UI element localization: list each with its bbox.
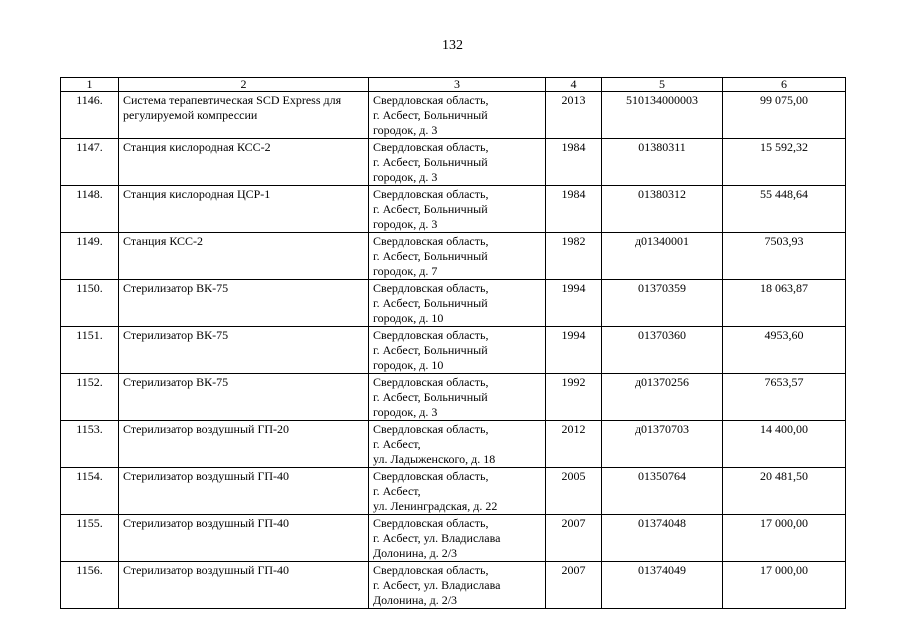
item-address bbox=[369, 374, 546, 421]
item-name: Система терапевтическая SCD Express для регулируемой компрессии bbox=[119, 92, 369, 139]
table-row bbox=[61, 468, 846, 515]
address-line: городок, д. 3 bbox=[373, 405, 438, 419]
item-cost: 7653,57 bbox=[723, 374, 846, 421]
table-row bbox=[61, 233, 846, 280]
item-name: Стерилизатор воздушный ГП-40 bbox=[119, 468, 369, 515]
inventory-number: 01374048 bbox=[602, 515, 723, 562]
table-row bbox=[61, 139, 846, 186]
row-number: 1148. bbox=[61, 186, 119, 233]
column-header: 5 bbox=[602, 78, 723, 92]
item-address bbox=[369, 186, 546, 233]
address-line: городок, д. 3 bbox=[373, 217, 438, 231]
item-name: Стерилизатор воздушный ГП-40 bbox=[119, 515, 369, 562]
table-row bbox=[61, 374, 846, 421]
item-year: 1984 bbox=[546, 186, 602, 233]
inventory-number: 01380312 bbox=[602, 186, 723, 233]
column-header: 1 bbox=[61, 78, 119, 92]
item-name: Стерилизатор ВК-75 bbox=[119, 327, 369, 374]
inventory-number: 01380311 bbox=[602, 139, 723, 186]
item-cost: 18 063,87 bbox=[723, 280, 846, 327]
address-line: Долонина, д. 2/3 bbox=[373, 546, 458, 560]
item-year: 1992 bbox=[546, 374, 602, 421]
item-name: Стерилизатор ВК-75 bbox=[119, 374, 369, 421]
item-name: Станция КСС-2 bbox=[119, 233, 369, 280]
inventory-number: д01370256 bbox=[602, 374, 723, 421]
item-year: 1984 bbox=[546, 139, 602, 186]
inventory-number: 01350764 bbox=[602, 468, 723, 515]
table-body bbox=[61, 92, 846, 609]
inventory-number: д01370703 bbox=[602, 421, 723, 468]
row-number: 1153. bbox=[61, 421, 119, 468]
item-address bbox=[369, 233, 546, 280]
inventory-number: 01370359 bbox=[602, 280, 723, 327]
item-year: 2013 bbox=[546, 92, 602, 139]
inventory-number: 01374049 bbox=[602, 562, 723, 609]
address-line: Свердловская область, bbox=[373, 187, 489, 201]
row-number: 1156. bbox=[61, 562, 119, 609]
address-line: Свердловская область, bbox=[373, 563, 489, 577]
address-line: г. Асбест, ул. Владислава bbox=[373, 531, 501, 545]
inventory-number: 510134000003 bbox=[602, 92, 723, 139]
address-line: Свердловская область, bbox=[373, 328, 489, 342]
column-header: 2 bbox=[119, 78, 369, 92]
item-name: Стерилизатор воздушный ГП-40 bbox=[119, 562, 369, 609]
item-name: Стерилизатор воздушный ГП-20 bbox=[119, 421, 369, 468]
address-line: г. Асбест, Больничный bbox=[373, 202, 488, 216]
page-number: 132 bbox=[442, 38, 463, 53]
address-line: г. Асбест, Больничный bbox=[373, 108, 488, 122]
column-number-row bbox=[61, 78, 846, 92]
item-year: 1994 bbox=[546, 280, 602, 327]
table-row bbox=[61, 92, 846, 139]
item-year: 2007 bbox=[546, 562, 602, 609]
item-address bbox=[369, 468, 546, 515]
item-year: 1982 bbox=[546, 233, 602, 280]
row-number: 1147. bbox=[61, 139, 119, 186]
item-cost: 14 400,00 bbox=[723, 421, 846, 468]
item-address bbox=[369, 139, 546, 186]
address-line: г. Асбест, Больничный bbox=[373, 249, 488, 263]
item-address bbox=[369, 327, 546, 374]
row-number: 1149. bbox=[61, 233, 119, 280]
inventory-number: 01370360 bbox=[602, 327, 723, 374]
property-table bbox=[60, 77, 846, 609]
item-year: 2007 bbox=[546, 515, 602, 562]
inventory-number: д01340001 bbox=[602, 233, 723, 280]
row-number: 1151. bbox=[61, 327, 119, 374]
address-line: Долонина, д. 2/3 bbox=[373, 593, 458, 607]
item-address bbox=[369, 515, 546, 562]
row-number: 1155. bbox=[61, 515, 119, 562]
address-line: г. Асбест, Больничный bbox=[373, 155, 488, 169]
table-row bbox=[61, 327, 846, 374]
item-cost: 17 000,00 bbox=[723, 515, 846, 562]
address-line: Свердловская область, bbox=[373, 375, 489, 389]
item-cost: 15 592,32 bbox=[723, 139, 846, 186]
address-line: городок, д. 7 bbox=[373, 264, 438, 278]
table-row bbox=[61, 562, 846, 609]
item-cost: 20 481,50 bbox=[723, 468, 846, 515]
row-number: 1154. bbox=[61, 468, 119, 515]
table-row bbox=[61, 421, 846, 468]
item-year: 2012 bbox=[546, 421, 602, 468]
item-cost: 17 000,00 bbox=[723, 562, 846, 609]
address-line: Свердловская область, bbox=[373, 234, 489, 248]
address-line: Свердловская область, bbox=[373, 281, 489, 295]
item-address bbox=[369, 421, 546, 468]
address-line: Свердловская область, bbox=[373, 93, 489, 107]
table-row bbox=[61, 515, 846, 562]
item-name: Станция кислородная КСС-2 bbox=[119, 139, 369, 186]
address-line: Свердловская область, bbox=[373, 516, 489, 530]
column-header: 4 bbox=[546, 78, 602, 92]
item-address bbox=[369, 280, 546, 327]
address-line: городок, д. 10 bbox=[373, 358, 444, 372]
row-number: 1152. bbox=[61, 374, 119, 421]
item-cost: 55 448,64 bbox=[723, 186, 846, 233]
row-number: 1150. bbox=[61, 280, 119, 327]
address-line: Свердловская область, bbox=[373, 422, 489, 436]
item-year: 1994 bbox=[546, 327, 602, 374]
column-header: 3 bbox=[369, 78, 546, 92]
address-line: ул. Ленинградская, д. 22 bbox=[373, 499, 498, 513]
address-line: г. Асбест, bbox=[373, 484, 421, 498]
item-address bbox=[369, 562, 546, 609]
item-cost: 4953,60 bbox=[723, 327, 846, 374]
table-row bbox=[61, 186, 846, 233]
address-line: г. Асбест, Больничный bbox=[373, 390, 488, 404]
address-line: городок, д. 3 bbox=[373, 170, 438, 184]
item-name: Станция кислородная ЦСР-1 bbox=[119, 186, 369, 233]
item-year: 2005 bbox=[546, 468, 602, 515]
address-line: г. Асбест, Больничный bbox=[373, 343, 488, 357]
address-line: г. Асбест, bbox=[373, 437, 421, 451]
address-line: городок, д. 10 bbox=[373, 311, 444, 325]
address-line: ул. Ладыженского, д. 18 bbox=[373, 452, 496, 466]
item-name: Стерилизатор ВК-75 bbox=[119, 280, 369, 327]
column-header: 6 bbox=[723, 78, 846, 92]
item-cost: 7503,93 bbox=[723, 233, 846, 280]
address-line: г. Асбест, Больничный bbox=[373, 296, 488, 310]
table-row bbox=[61, 280, 846, 327]
address-line: городок, д. 3 bbox=[373, 123, 438, 137]
row-number: 1146. bbox=[61, 92, 119, 139]
item-cost: 99 075,00 bbox=[723, 92, 846, 139]
address-line: Свердловская область, bbox=[373, 140, 489, 154]
address-line: г. Асбест, ул. Владислава bbox=[373, 578, 501, 592]
item-address bbox=[369, 92, 546, 139]
address-line: Свердловская область, bbox=[373, 469, 489, 483]
